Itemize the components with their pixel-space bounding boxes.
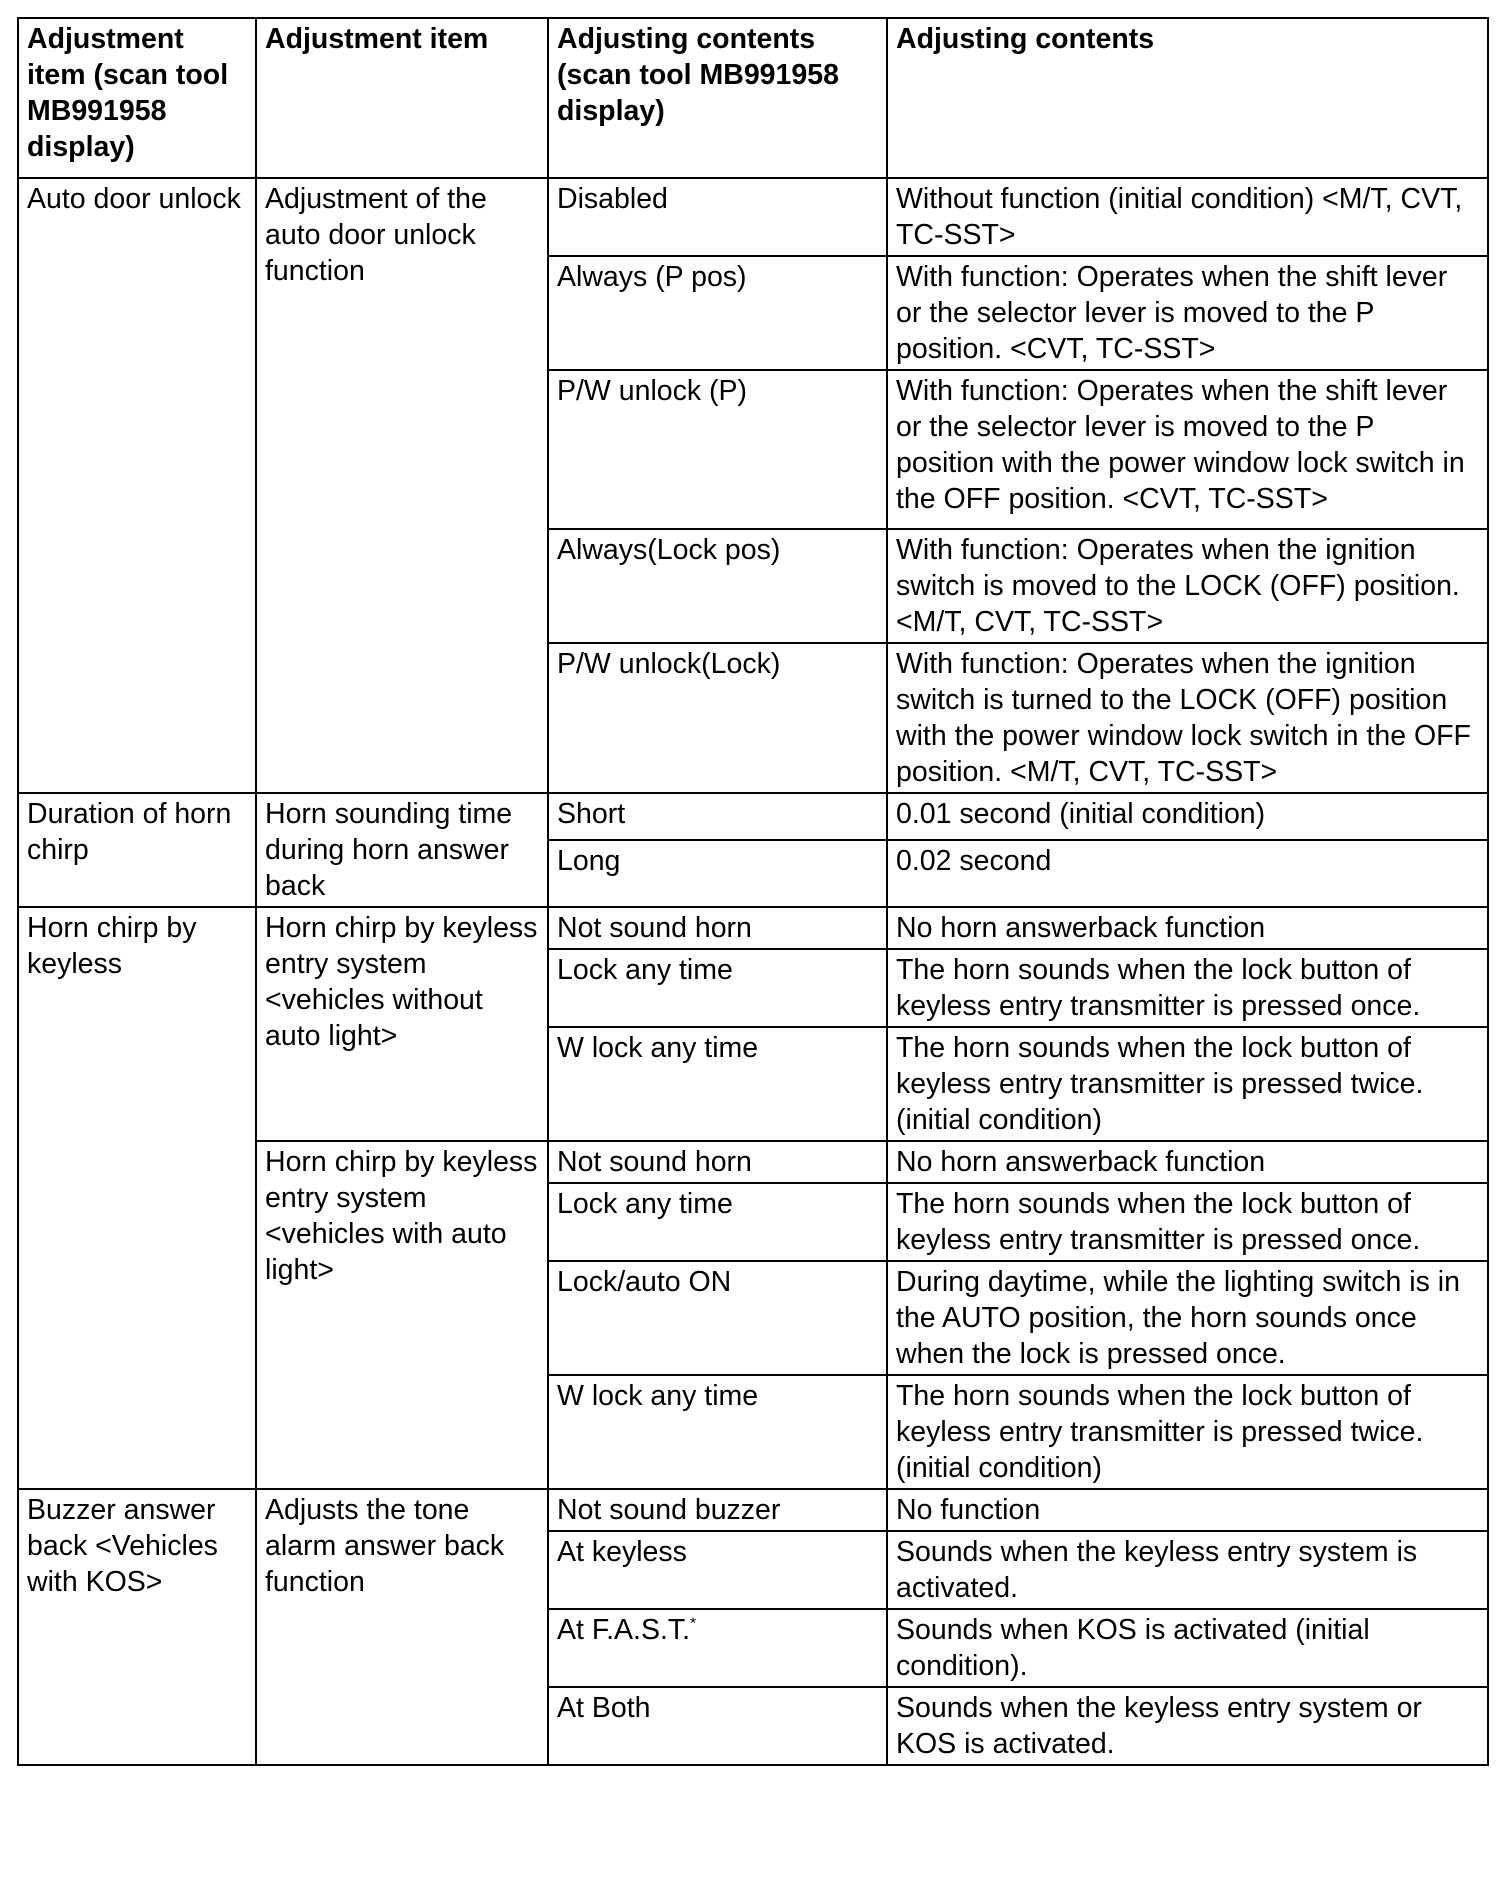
contents-cell: With function: Operates when the shift lever or the selector lever is moved to the P position. <CVT, TC-SST> (887, 256, 1488, 370)
item-cell: Adjustment of the auto door unlock function (256, 178, 548, 793)
item-display-cell: Buzzer answer back <Vehicles with KOS> (18, 1489, 256, 1765)
display-cell: P/W unlock (P) (548, 370, 887, 529)
header-row (18, 18, 1488, 178)
display-cell: W lock any time (548, 1375, 887, 1489)
item-cell: Horn chirp by keyless entry system <vehicles with auto light> (256, 1141, 548, 1489)
item-display-cell: Auto door unlock (18, 178, 256, 793)
table-row (18, 793, 1488, 840)
display-cell (548, 1609, 887, 1687)
display-cell: W lock any time (548, 1027, 887, 1141)
display-cell: P/W unlock(Lock) (548, 643, 887, 793)
display-cell: Disabled (548, 178, 887, 256)
display-cell: Long (548, 840, 887, 907)
display-cell: Not sound buzzer (548, 1489, 887, 1531)
item-cell: Horn chirp by keyless entry system <vehicles without auto light> (256, 907, 548, 1141)
display-cell: Always (P pos) (548, 256, 887, 370)
contents-cell: Without function (initial condition) <M/T, CVT, TC-SST> (887, 178, 1488, 256)
display-cell: Not sound horn (548, 1141, 887, 1183)
item-display-cell: Duration of horn chirp (18, 793, 256, 907)
display-cell: Always(Lock pos) (548, 529, 887, 643)
contents-cell: Sounds when the keyless entry system or KOS is activated. (887, 1687, 1488, 1765)
item-cell: Adjusts the tone alarm answer back function (256, 1489, 548, 1765)
contents-cell: No horn answerback function (887, 907, 1488, 949)
display-cell: Lock/auto ON (548, 1261, 887, 1375)
header-adjusting-contents-display: Adjusting contents (scan tool MB991958 display) (548, 18, 887, 178)
contents-cell: 0.02 second (887, 840, 1488, 907)
contents-cell: The horn sounds when the lock button of keyless entry transmitter is pressed twice. (initial condition) (887, 1375, 1488, 1489)
adjustment-table (17, 17, 1489, 1766)
contents-cell: 0.01 second (initial condition) (887, 793, 1488, 840)
display-cell: Lock any time (548, 949, 887, 1027)
display-text: At F.A.S.T. (557, 1614, 691, 1646)
contents-cell: Sounds when the keyless entry system is activated. (887, 1531, 1488, 1609)
item-cell: Horn sounding time during horn answer back (256, 793, 548, 907)
contents-cell: The horn sounds when the lock button of keyless entry transmitter is pressed once. (887, 1183, 1488, 1261)
display-cell: Lock any time (548, 1183, 887, 1261)
contents-cell: During daytime, while the lighting switch is in the AUTO position, the horn sounds once when the lock is pressed once. (887, 1261, 1488, 1375)
contents-cell: The horn sounds when the lock button of keyless entry transmitter is pressed twice. (initial condition) (887, 1027, 1488, 1141)
contents-cell: No horn answerback function (887, 1141, 1488, 1183)
display-cell: Short (548, 793, 887, 840)
table-row (18, 178, 1488, 256)
contents-cell: The horn sounds when the lock button of keyless entry transmitter is pressed once. (887, 949, 1488, 1027)
display-cell: Not sound horn (548, 907, 887, 949)
contents-cell: With function: Operates when the shift lever or the selector lever is moved to the P position with the power window lock switch in the OFF position. <CVT, TC-SST> (887, 370, 1488, 529)
table-row (18, 907, 1488, 949)
contents-cell: With function: Operates when the ignition switch is moved to the LOCK (OFF) position. <M/T, CVT, TC-SST> (887, 529, 1488, 643)
display-cell: At keyless (548, 1531, 887, 1609)
contents-cell: Sounds when KOS is activated (initial condition). (887, 1609, 1488, 1687)
item-display-cell: Horn chirp by keyless (18, 907, 256, 1489)
display-cell: At Both (548, 1687, 887, 1765)
contents-cell: With function: Operates when the ignition switch is turned to the LOCK (OFF) position with the power window lock switch in the OFF position. <M/T, CVT, TC-SST> (887, 643, 1488, 793)
header-adjustment-item-display: Adjustment item (scan tool MB991958 display) (18, 18, 256, 178)
footnote-mark: * (690, 1615, 697, 1633)
header-adjusting-contents: Adjusting contents (887, 18, 1488, 178)
header-adjustment-item: Adjustment item (256, 18, 548, 178)
contents-cell: No function (887, 1489, 1488, 1531)
table-row (18, 1489, 1488, 1531)
